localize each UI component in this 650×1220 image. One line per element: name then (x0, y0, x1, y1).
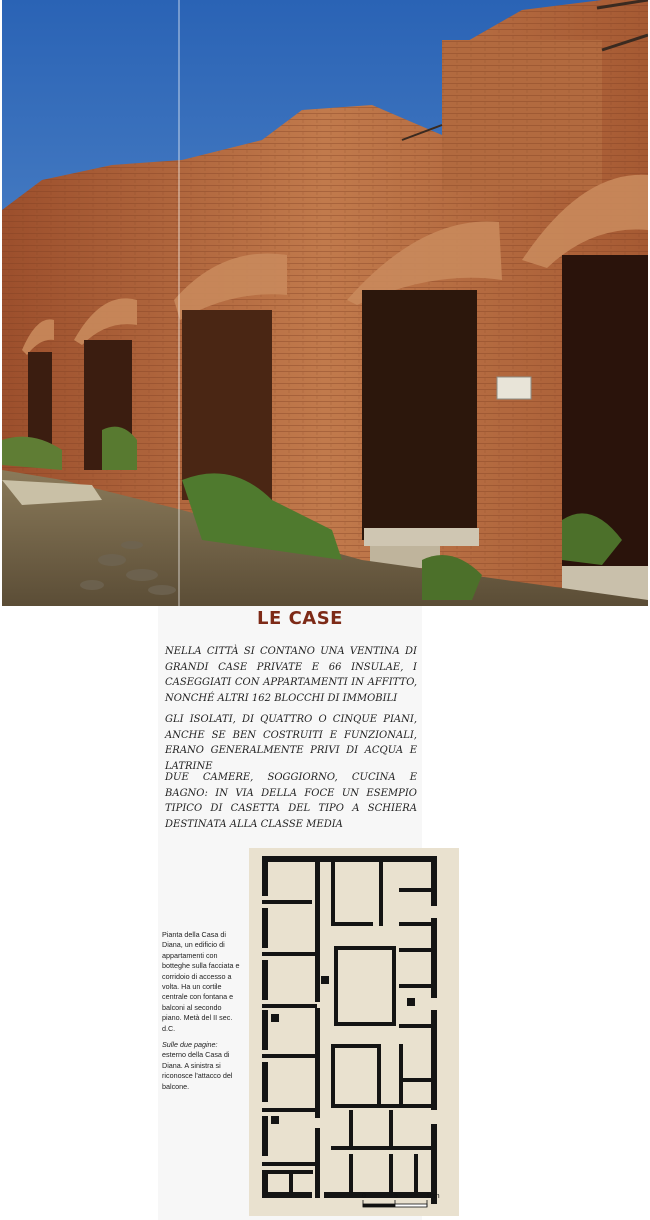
caption-lead: Sulle due pagine: (162, 1040, 218, 1050)
page-gutter (178, 0, 180, 606)
scale-label-10: 10m (426, 1193, 440, 1200)
caption-secondary (162, 1040, 242, 1092)
scale-label-0: 0 (362, 1193, 366, 1200)
floor-plan-casa-di-diana (249, 848, 459, 1216)
article-paragraph-3: DUE CAMERE, SOGGIORNO, CUCINA E BAGNO: IN VIA DELLA FOCE UN ESEMPIO TIPICO DI CASETTA DEL TIPO A SCHIERA DESTINATA ALLA CLASSE MEDIA (165, 772, 417, 830)
scale-bar (363, 1200, 427, 1207)
photo-illustration (2, 0, 648, 606)
floor-plan-drawing (249, 848, 459, 1216)
caption-main: Pianta della Casa di Diana, un edificio di appartamenti con botteghe sulla facciata e corridoio di accesso a volta. Ha un cortile centrale con fontana e balconi al secondo piano. Metà del II sec. d.C. (162, 930, 240, 1033)
article-paragraph-2: GLI ISOLATI, DI QUATTRO O CINQUE PIANI, ANCHE SE BEN COSTRUITI E FUNZIONALI, ERANO GENERALMENTE PRIVI DI ACQUA E LATRINE (165, 714, 417, 772)
photo-casa-di-diana (2, 0, 648, 606)
caption-rest: esterno della Casa di Diana. A sinistra si riconosce l'attacco del balcone. (162, 1050, 233, 1091)
article-paragraph-1: NELLA CITTÀ SI CONTANO UNA VENTINA DI GRANDI CASE PRIVATE E 66 INSULAE, I CASEGGIATI CON APPARTAMENTI IN AFFITTO, NONCHÉ ALTRI 162 BLOCCHI DI IMMOBILI (165, 646, 417, 704)
scale-label-5: 5 (394, 1193, 398, 1200)
article-title: LE CASE (257, 608, 343, 629)
figure-caption (162, 930, 242, 1098)
floor-plan-walls (262, 856, 437, 1204)
